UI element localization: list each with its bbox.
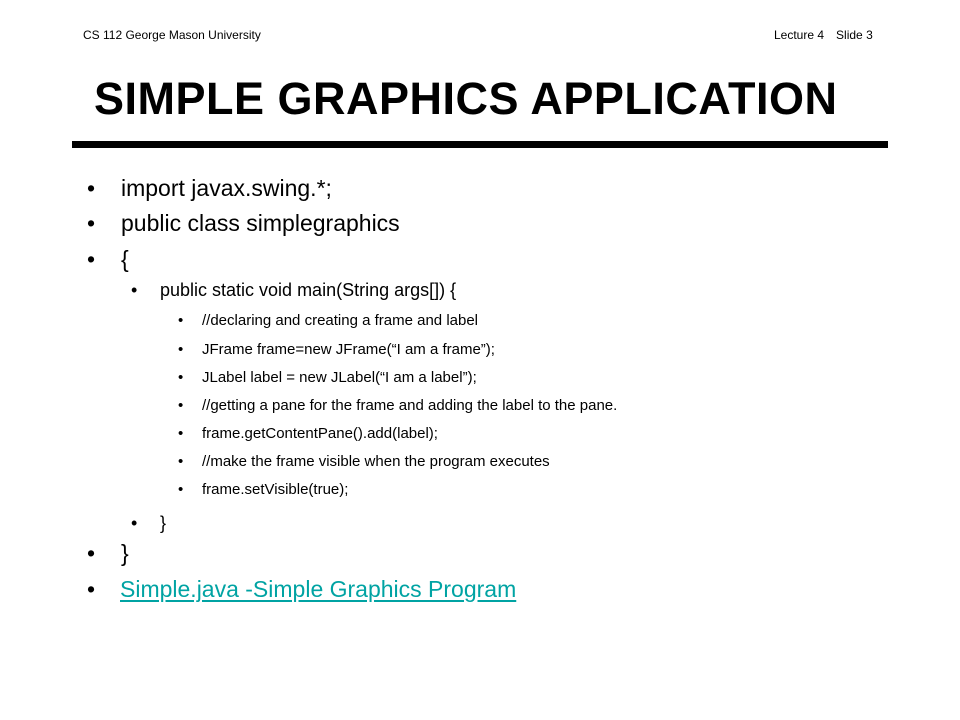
code-line-text: public static void main(String args[]) { [160, 280, 457, 300]
bullet: • [178, 397, 184, 414]
code-line-text: public class simplegraphics [121, 210, 400, 236]
bullet: • [87, 540, 96, 566]
bullet: • [131, 513, 138, 533]
code-line-text: import javax.swing.*; [121, 175, 332, 201]
simple-java-link[interactable]: Simple.java -Simple Graphics Program [120, 576, 517, 602]
title-divider [72, 141, 888, 148]
bullet: • [87, 210, 96, 236]
code-line-text: JLabel label = new JLabel(“I am a label”); [202, 369, 477, 386]
code-line-text: //declaring and creating a frame and label [202, 312, 479, 329]
bullet: • [178, 481, 184, 498]
code-line-text: //getting a pane for the frame and adding the label to the pane. [202, 397, 618, 414]
bullet: • [178, 341, 184, 358]
code-line-text: } [160, 513, 167, 533]
code-line-text: JFrame frame=new JFrame(“I am a frame”); [202, 341, 495, 358]
course-header: CS 112 George Mason University [83, 28, 261, 42]
code-line-text: //make the frame visible when the program executes [202, 453, 550, 470]
bullet: • [87, 175, 96, 201]
code-line-text: frame.getContentPane().add(label); [202, 425, 438, 442]
bullet: • [178, 312, 184, 329]
bullet: • [87, 246, 96, 272]
code-line-text: { [121, 246, 129, 272]
lecture-label: Lecture 4 [774, 28, 825, 42]
slide-title: SIMPLE GRAPHICS APPLICATION [94, 73, 838, 124]
bullet: • [178, 453, 184, 470]
slide-number-header [774, 28, 873, 42]
bullet: • [178, 425, 184, 442]
code-line-text: frame.setVisible(true); [202, 481, 349, 498]
bullet: • [131, 280, 138, 300]
bullet: • [178, 369, 184, 386]
bullet: • [87, 576, 96, 602]
code-line-text: } [121, 540, 129, 566]
slide-label: Slide 3 [836, 28, 873, 42]
